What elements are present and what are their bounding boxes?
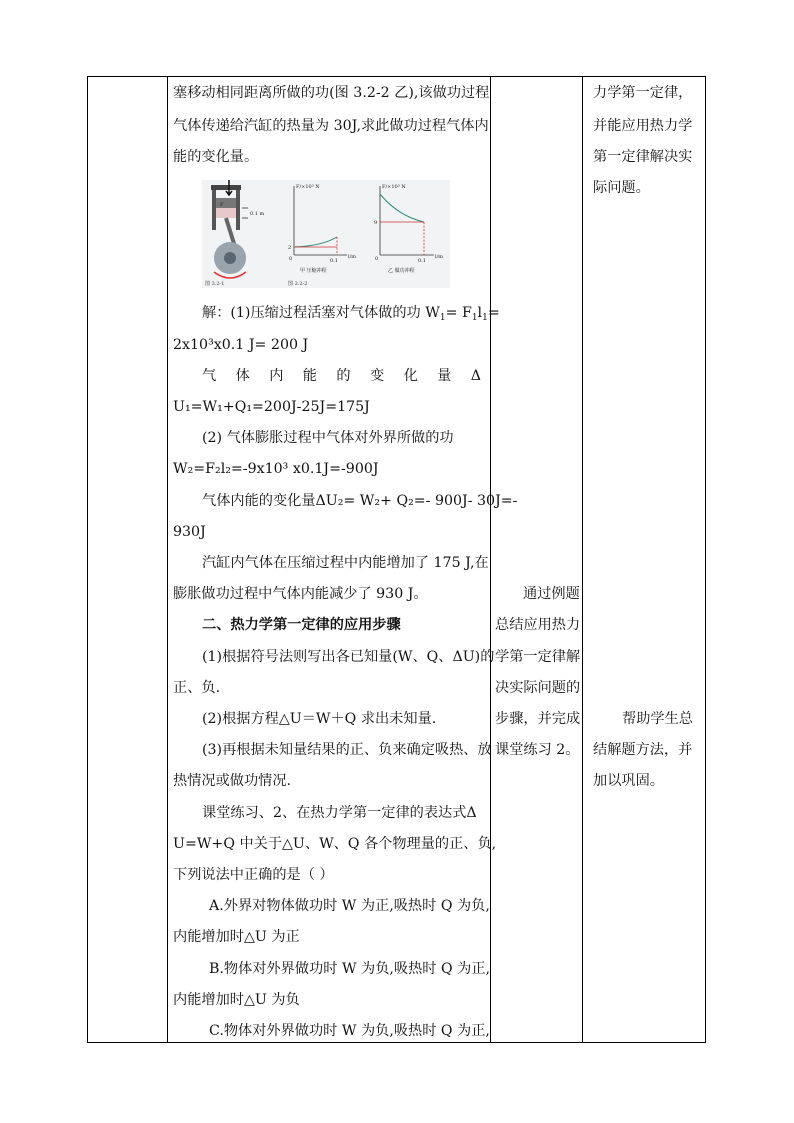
- text-line: 内能增加时△U 为负: [173, 992, 300, 1008]
- text-line: 并能应用热力学: [593, 118, 693, 134]
- text-line: 能的变化量。: [173, 149, 259, 165]
- text-line: (2)根据方程△U＝W＋Q 求出未知量.: [202, 711, 437, 727]
- chart1-y-label: F/×10³ N: [296, 184, 320, 190]
- text-line: 学第一定律解: [495, 649, 581, 665]
- text-line: 第一定律解决实: [593, 149, 693, 165]
- cylinder-icon: [205, 180, 265, 287]
- chart2-y-label: F/×10³ N: [382, 184, 406, 190]
- text-line: 汽缸内气体在压缩过程中内能增加了 175 J,在: [202, 555, 489, 571]
- text-line: U₁=W₁+Q₁=200J-25J=175J: [173, 399, 370, 415]
- text-line: 通过例题: [523, 586, 580, 602]
- figure-label-left: 图 3.2-1: [205, 281, 225, 287]
- text-line: 帮助学生总: [622, 711, 693, 727]
- chart2-caption: 乙 做功冲程: [388, 268, 415, 274]
- text-line: 930J: [173, 524, 206, 540]
- column-divider: [167, 77, 168, 1042]
- text-line: 课堂练习 2。: [495, 742, 580, 758]
- chart2-x-label: l/m: [435, 254, 444, 260]
- chart2-tick: 0.1: [418, 258, 426, 264]
- text-line: (1)根据符号法则写出各已知量(W、Q、ΔU)的: [202, 649, 495, 665]
- text-line: 决实际问题的: [495, 680, 581, 696]
- chart1-caption: 甲 压缩冲程: [300, 268, 327, 274]
- option-c: C.物体对外界做功时 W 为负,吸热时 Q 为正,: [209, 1023, 490, 1039]
- text-line: 正、负.: [173, 680, 221, 696]
- text-line: 内能增加时△U 为正: [173, 929, 300, 945]
- force-label: F: [220, 202, 224, 208]
- text-line: 气体内能的变化量ΔU₂= W₂+ Q₂=- 900J- 30J=-: [202, 493, 518, 509]
- text-line: 课堂练习、2、在热力学第一定律的表达式Δ: [202, 805, 477, 821]
- solution-1-text: 解：(1)压缩过程活塞对气体做的功 W: [202, 305, 440, 321]
- chart1-tick-2: 2: [288, 245, 292, 251]
- lesson-table: [87, 76, 706, 1043]
- text-line: (2) 气体膨胀过程中气体对外界所做的功: [202, 430, 454, 446]
- text-line: 膨胀做功过程中气体内能减少了 930 J。: [173, 586, 428, 602]
- column-divider: [490, 77, 491, 1042]
- text-line: 塞移动相同距离所做的功(图 3.2-2 乙),该做功过程: [173, 85, 490, 101]
- energy-line: 气 体 内 能 的 变 化 量 Δ: [202, 368, 481, 384]
- text-line: 步骤，并完成: [495, 711, 581, 727]
- text-line: 下列说法中正确的是（ ）: [173, 867, 334, 883]
- text-line: (3)再根据未知量结果的正、负来确定吸热、放: [202, 742, 492, 758]
- option-b: B.物体对外界做功时 W 为负,吸热时 Q 为正,: [209, 961, 491, 977]
- text-line: 2x10³x0.1 J= 200 J: [173, 337, 309, 353]
- text-line: 力学第一定律，: [593, 85, 693, 101]
- chart2-origin: 0: [375, 256, 379, 262]
- solution-1: 解：(1)压缩过程活塞对气体做的功 $W_1= F_1l_1=$: [202, 305, 500, 323]
- text-line: 气体传递给汽缸的热量为 30J,求此做功过程气体内: [173, 118, 489, 134]
- column-divider: [582, 77, 583, 1042]
- text-line: 热情况或做功情况.: [173, 773, 292, 789]
- text-line: 加以巩固。: [593, 773, 664, 789]
- text-line: 总结应用热力: [495, 617, 581, 633]
- chart1-x-label: l/m: [348, 254, 357, 260]
- text-line: U=W+Q 中关于△U、W、Q 各个物理量的正、负,: [173, 836, 497, 852]
- section-heading: 二、热力学第一定律的应用步骤: [202, 617, 401, 633]
- text-line: W₂=F₂l₂=-9x10³ x0.1J=-900J: [173, 461, 379, 477]
- piston-label: 0.1 m: [250, 211, 265, 217]
- compression-chart: [288, 184, 356, 287]
- piston-figure: [202, 180, 450, 288]
- chart1-origin: 0: [289, 256, 293, 262]
- chart1-tick: 0.1: [330, 258, 338, 264]
- option-a: A.外界对物体做功时 W 为正,吸热时 Q 为负,: [209, 898, 490, 914]
- text-line: 结解题方法，并: [593, 742, 693, 758]
- chart2-tick-9: 9: [374, 220, 378, 226]
- power-chart: [374, 184, 443, 274]
- figure-label-right: 图 3.2-2: [288, 281, 308, 287]
- text-line: 际问题。: [593, 180, 650, 196]
- piston-diagram-svg: [202, 180, 450, 288]
